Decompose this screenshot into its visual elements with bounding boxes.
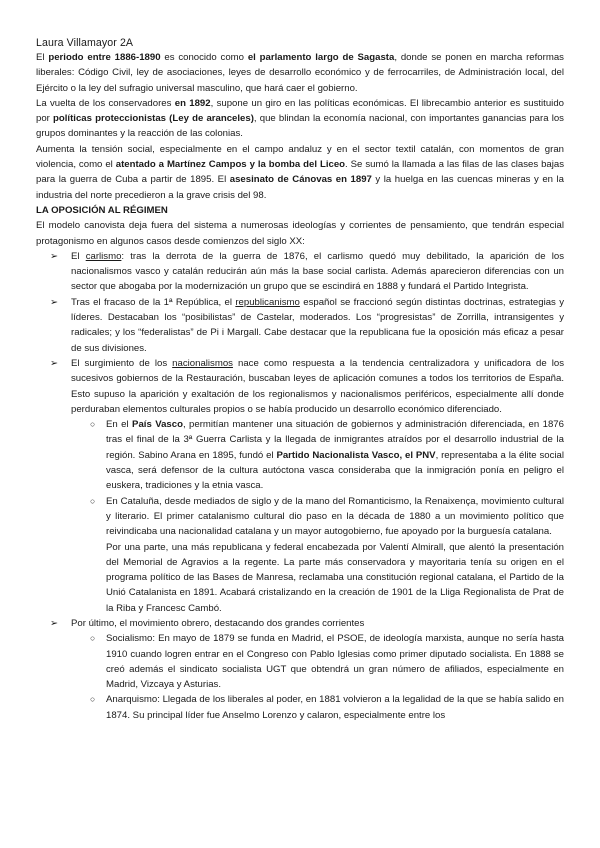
arrow-bullet-icon: ➢ — [50, 296, 59, 308]
circle-bullet-icon: ○ — [90, 495, 96, 506]
list-item-nacionalismos: ➢ El surgimiento de los nacionalismos nace como respuesta a la tendencia centralizadora y unificadora de los sucesivos gobiernos de la Restauración, buscaban leyes de aplicación comunes a todos los territorios de España. Esto supuso la aparición y exaltación de los regionalismos y nacionalismos periféricos, especialmente allí donde perduraban elementos culturales propios o se había producido un desarrollo económico diferenciado. — [50, 357, 564, 415]
sub-item-socialismo: ○ Socialismo: En mayo de 1879 se funda en Madrid, el PSOE, de ideología marxista, aunque no sería hasta 1910 cuando logren entrar en el Congreso con Pablo Iglesias como primer diputado socialista. En 1888 se creó además el sindicato socialista UGT que obtendrá un gran número de afiliados, especialmente en Madrid, Vizcaya y Asturias. — [90, 633, 564, 691]
list-item-carlismo: ➢ El carlismo: tras la derrota de la guerra de 1876, el carlismo quedó muy debilitado, la aparición de los nacionalismos vasco y catalán reducirán aún más la base social carlista. Además aparecieron diferencias con un sector que abogaba por la modernización un grupo que se escindirá en 1888 y fundará el Partido Integrista. — [50, 250, 564, 293]
paragraph-cataluna-continued: Por una parte, una más republicana y federal encabezada por Valentí Almirall, que alentó la presentación del Memorial de Agravios a la regente. La parte más conservadora y mayoritaria tenía su origen en el programa político de las Bases de Manresa, reclamaba una constitución regional catalana, el Partido de la Unió Catalanista en 1891. Acabará cristalizando en la creación de 1901 de la Lliga Regionalista de Prat de la Riba y Francesc Cambó. — [106, 541, 564, 614]
circle-bullet-icon: ○ — [90, 633, 96, 644]
circle-bullet-icon: ○ — [90, 694, 96, 705]
paragraph-sagasta: El periodo entre 1886-1890 es conocido como el parlamento largo de Sagasta, donde se ponen en marcha reformas liberales: Código Civil, ley de asociaciones, leyes de desarrollo económico y de ferrocarriles, de Administración local, del Ejército o la ley del sufragio universal masculino, que hará caer el gobierno. — [36, 52, 564, 94]
sub-item-anarquismo: ○ Anarquismo: Llegada de los liberales al poder, en 1881 volvieron a la legalidad de la que se había salido en 1874. Su principal líder fue Anselmo Lorenzo y calaron, especialmente entre los — [90, 694, 564, 721]
circle-bullet-icon: ○ — [90, 419, 96, 430]
author-name: Laura Villamayor 2A — [36, 37, 134, 49]
list-item-republicanismo: ➢ Tras el fracaso de la 1ª República, el republicanismo español se fraccionó según distintas doctrinas, estrategias y líderes. Destacaban los “posibilistas” de Castelar, moderados. Los “progresistas” de Zorrilla, intransigentes y radicales; y los “federalistas” de Pi i Margall. Cabe destacar que la republicana fue la oposición más eficaz a pesar de sus divisiones. — [50, 296, 564, 354]
arrow-bullet-icon: ➢ — [50, 617, 59, 629]
paragraph-opposition-intro: El modelo canovista deja fuera del sistema a numerosas ideologías y corrientes de pensamiento, que tendrán especial protagonismo en algunos casos desde comienzos del siglo XX: — [36, 220, 564, 247]
sub-item-pais-vasco: ○ En el País Vasco, permitían mantener una situación de gobiernos y administración diferenciada, en 1876 tras el final de la 3ª Guerra Carlista y la llegada de inmigrantes atraídos por el desarrollo industrial de la región. Sabino Arana en 1895, fundó el Partido Nacionalista Vasco, el PNV, representaba a la élite social vasca, será defensor de la cultura autóctona vasca consideraba que la inmigración ponía en peligro el euskera, tradiciones y la etnia vasca. — [90, 419, 564, 492]
section-heading: LA OPOSICIÓN AL RÉGIMEN — [36, 204, 168, 216]
document-page — [36, 36, 564, 723]
paragraph-tension-social: Aumenta la tensión social, especialmente en el campo andaluz y en el sector textil catalán, con momentos de gran violencia, como el atentado a Martínez Campos y la bomba del Liceo. Se sumó la llamada a las filas de las clases bajas para la guerra de Cuba a partir de 1895. El asesinato de Cánovas en 1897 y la huelga en las cuencas mineras y en la industria del norte precedieron a la grave crisis del 98. — [36, 143, 565, 201]
list-item-movimiento-obrero: ➢ Por último, el movimiento obrero, destacando dos grandes corrientes — [36, 616, 564, 631]
arrow-bullet-icon: ➢ — [50, 250, 59, 262]
arrow-bullet-icon: ➢ — [50, 357, 59, 369]
paragraph-conservadores: La vuelta de los conservadores en 1892, supone un giro en las políticas económicas. El librecambio anterior es sustituido por políticas proteccionistas (Ley de aranceles), que blindan la economía nacional, con importantes ganancias para los grupos dominantes y la reacción de las colonias. — [36, 97, 564, 140]
sub-item-cataluna: ○ En Cataluña, desde mediados de siglo y de la mano del Romanticismo, la Renaixença, movimiento cultural y literario. El primer catalanismo cultural dio paso en la década de 1880 a un movimiento político que reivindicaba una nacionalidad catalana y un mayor autogobierno, fue apoyado por la burguesía catalana. — [90, 495, 564, 538]
